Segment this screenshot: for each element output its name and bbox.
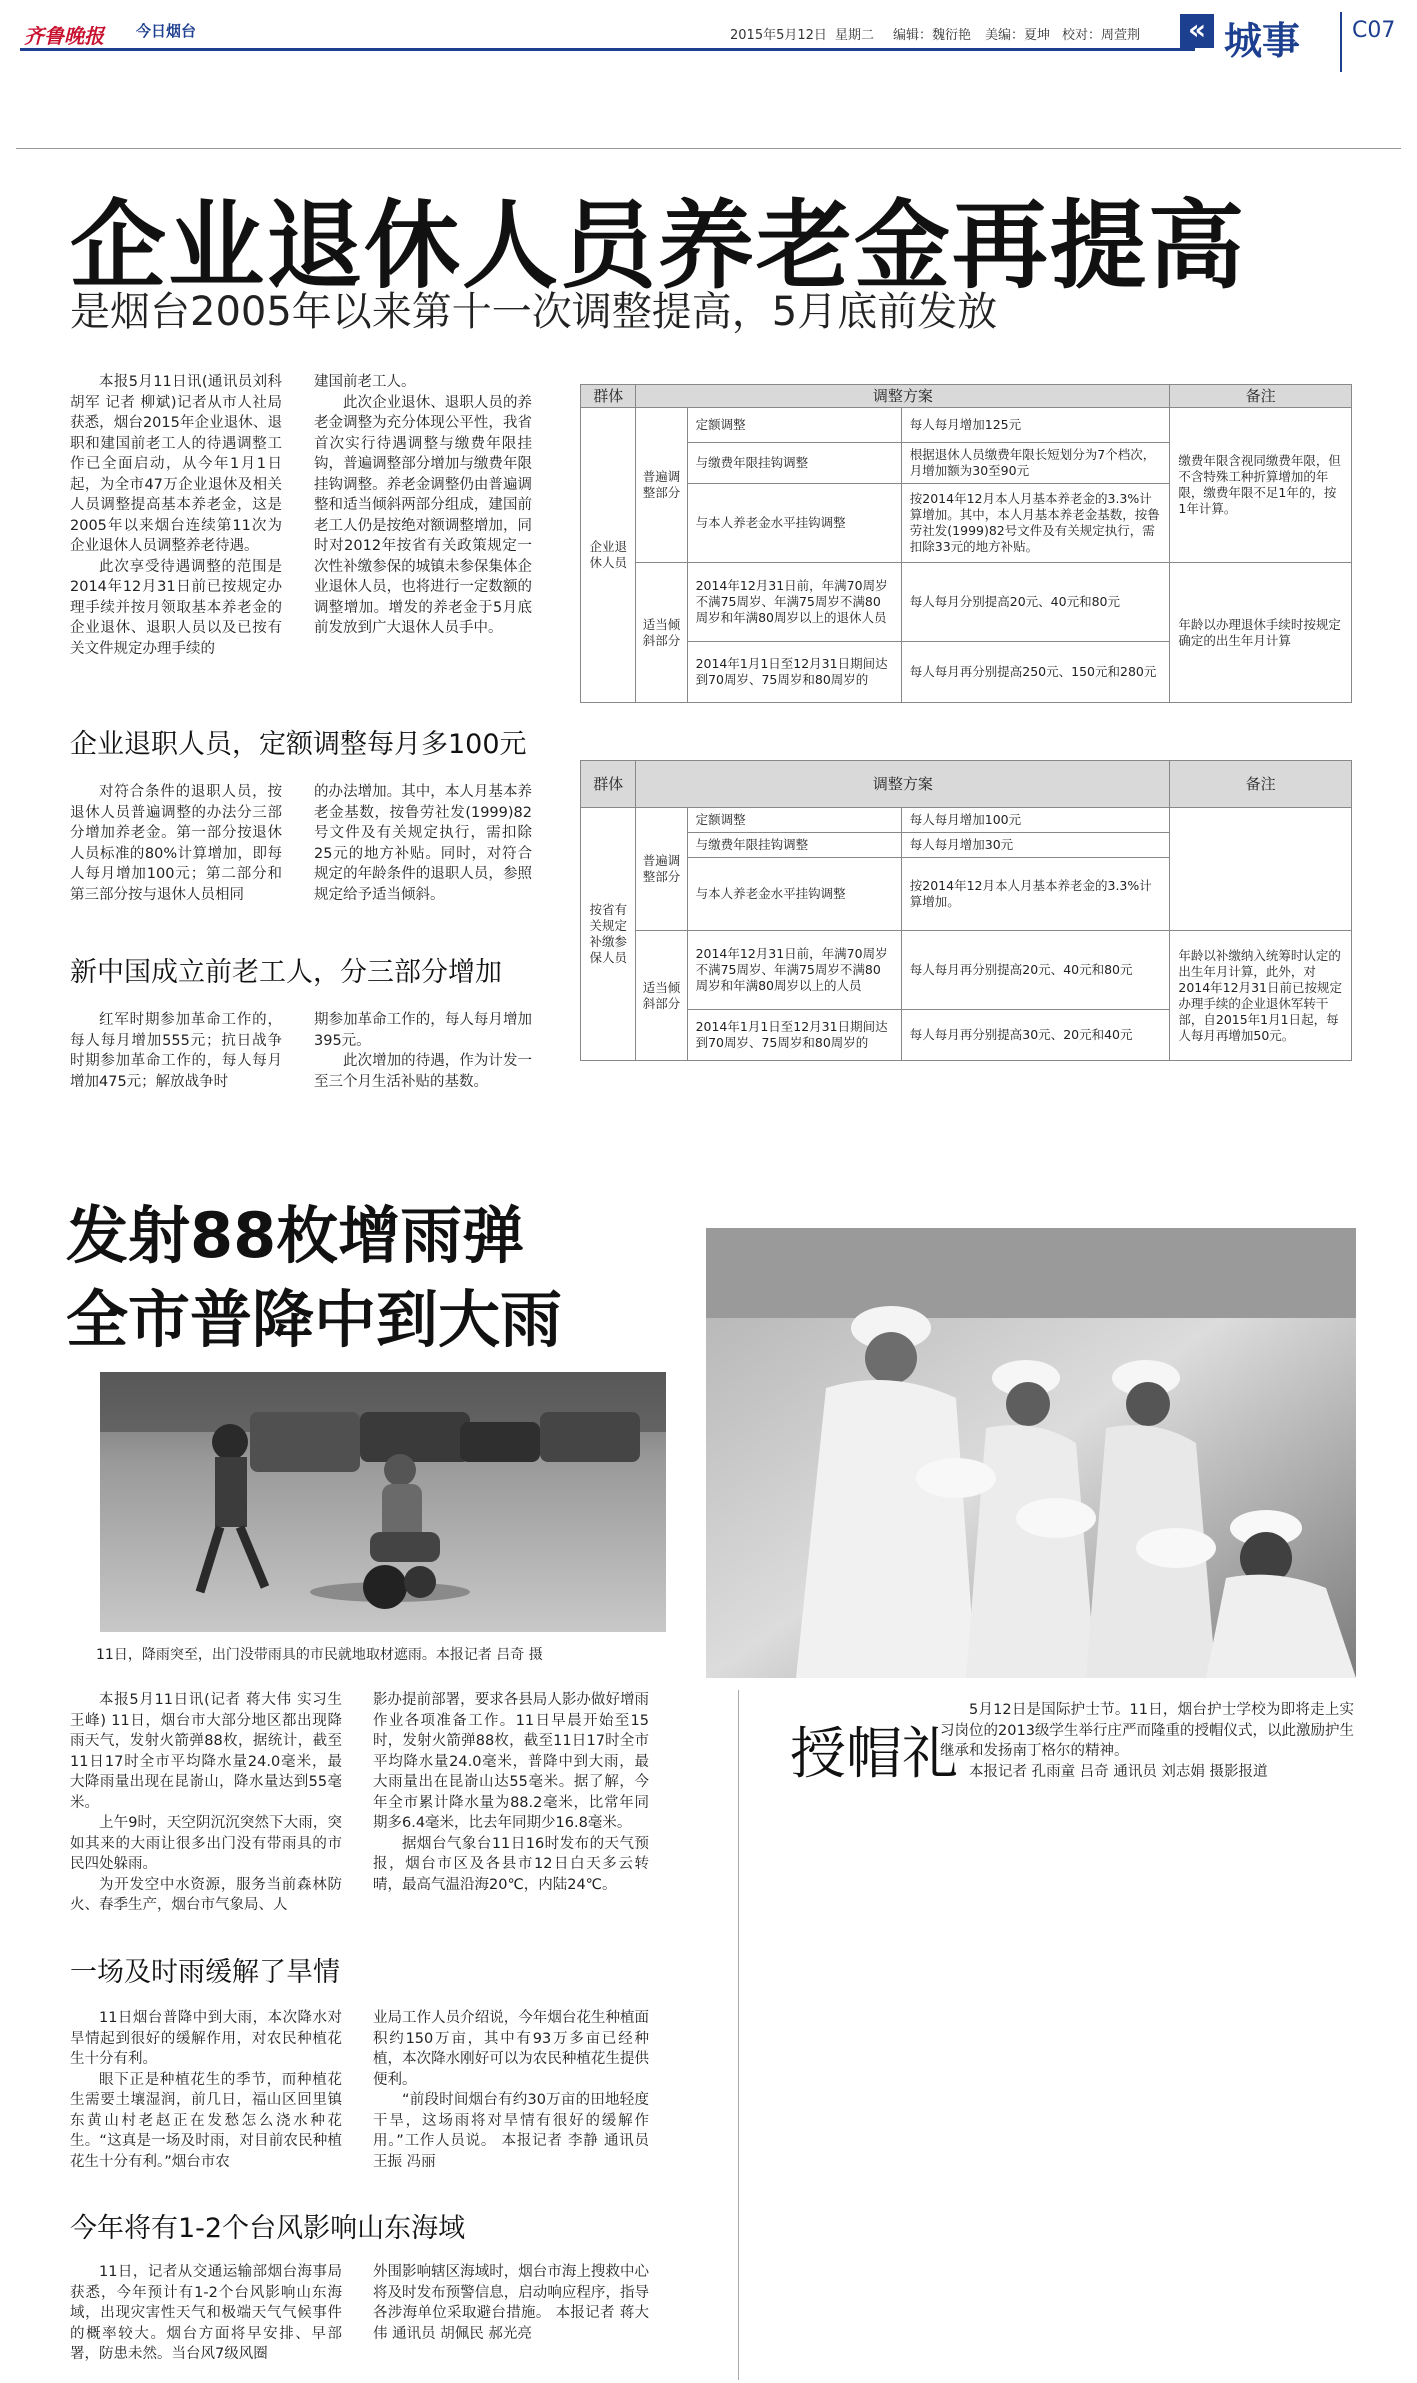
- table-row: [581, 808, 1352, 833]
- note-cell: 年龄以补缴纳入统筹时认定的出生年月计算，此外，对2014年12月31日前已按规定办理手续的企业退休军转干部，自2015年1月1日起，每人每月再增加50元。: [1170, 931, 1352, 1061]
- paragraph: 红军时期参加革命工作的，每人每月增加555元；抗日战争时期参加革命工作的，每人每月增加475元；解放战争时: [70, 1012, 282, 1090]
- story2-sub1-col2: [373, 2008, 649, 2172]
- pension-table-retirees: [580, 384, 1352, 703]
- paragraph: 此次增加的待遇，作为计发一至三个月生活补贴的基数。: [314, 1053, 532, 1090]
- table-cell: 每人每月再分别提高30元、20元和40元: [901, 1010, 1170, 1061]
- rain-photo-caption: 11日，降雨突至，出门没带雨具的市民就地取材遮雨。本报记者 吕奇 摄: [96, 1647, 543, 1663]
- paragraph: 据烟台气象台11日16时发布的天气预报，烟台市区及各县市12日白天多云转晴，最高气温沿海20℃，内陆24℃。: [373, 1835, 649, 1893]
- paragraph: 影办提前部署，要求各县局人影办做好增雨作业各项准备工作。11日早晨开始至15时，发射火箭弹88枚，截至11日17时全市平均降水量24.0毫米，普降中到大雨，最大雨量出在昆嵛山达55毫米。据了解，今年全市累计降水量为88.2毫米，比常年同期多6.4毫米，比去年同期少16.8毫米。: [373, 1692, 649, 1831]
- header-rule: [20, 48, 1195, 51]
- story2-sub2-col2: [373, 2262, 649, 2344]
- table-cell: 2014年1月1日至12月31日期间达到70周岁、75周岁和80周岁的: [687, 642, 901, 703]
- subgroup-cell: 普遍调整部分: [636, 808, 687, 931]
- paragraph: 的办法增加。其中，本人月基本养老金基数，按鲁劳社发(1999)82号文件及有关规定执行，需扣除25元的地方补贴。同时，对符合规定的年龄条件的退职人员，参照规定给予适当倾斜。: [314, 784, 532, 903]
- paragraph: 眼下正是种植花生的季节，而种植花生需要土壤湿润，前几日，福山区回里镇东黄山村老赵正在发愁怎么浇水种花生。“这真是一场及时雨，对目前农民种植花生十分有利。”烟台市农: [70, 2071, 342, 2170]
- table-cell: 每人每月再分别提高20元、40元和80元: [901, 931, 1170, 1010]
- story3-body: [940, 1700, 1354, 1782]
- paragraph: 11日，记者从交通运输部烟台海事局获悉，今年预计有1-2个台风影响山东海域，出现灾害性天气和极端天气气候事件的概率较大。烟台方面将早安排、早部署，防患未然。当台风7级风圈: [70, 2264, 342, 2362]
- note-cell: 年龄以办理退休手续时按规定确定的出生年月计算: [1170, 563, 1352, 703]
- story1-lead-col2: [314, 372, 532, 639]
- story2-subhead-1: 一场及时雨缓解了旱情: [70, 1957, 340, 1988]
- table-header-row: [581, 761, 1352, 808]
- group-cell: 企业退休人员: [581, 408, 636, 703]
- table-header: 备注: [1170, 385, 1352, 408]
- page-header: [0, 0, 1417, 80]
- table-cell: 按2014年12月本人月基本养老金的3.3%计算增加。其中，本人月基本养老金基数，按鲁劳社发(1999)82号文件及有关规定执行，需扣除33元的地方补贴。: [901, 484, 1170, 563]
- story2-headline-line1: 发射88枚增雨弹: [66, 1199, 525, 1272]
- table-cell: 根据退休人员缴费年限长短划分为7个档次，月增加额为30至90元: [901, 443, 1170, 484]
- designer-credit: 美编：夏坤: [985, 28, 1051, 43]
- story1-lead-col1: [70, 372, 282, 659]
- story2-subhead-2: 今年将有1-2个台风影响山东海域: [70, 2213, 466, 2244]
- story1-subheadline: 是烟台2005年以来第十一次调整提高，5月底前发放: [70, 289, 998, 335]
- table-header: 调整方案: [636, 761, 1170, 808]
- paragraph: 本报5月11日讯(记者 蒋大伟 实习生 王峰) 11日，烟台市大部分地区都出现降雨天气，发射火箭弹88枚，据统计，截至11日17时全市平均降水量24.0毫米，最大降雨量出现在昆嵛山，降水量达到55毫米。: [70, 1692, 342, 1811]
- note-cell: [1170, 808, 1352, 931]
- section-title: 城事: [1224, 19, 1301, 63]
- paragraph: 期参加革命工作的，每人每月增加395元。: [314, 1012, 532, 1049]
- table-cell: 与本人养老金水平挂钩调整: [687, 858, 901, 931]
- top-rule: [16, 148, 1401, 149]
- column-divider: [738, 1690, 739, 2380]
- story1-subhead-2: 新中国成立前老工人，分三部分增加: [70, 957, 502, 988]
- nurse-capping-photo: [706, 1228, 1356, 1678]
- section-chevron-icon: «: [1180, 14, 1214, 48]
- paragraph: 对符合条件的退职人员，按退休人员普遍调整的办法分三部分增加养老金。第一部分按退休人员标准的80%计算增加，即每人每月增加100元；第二部分和第三部分按与退休人员相同: [70, 784, 282, 903]
- table-header: 群体: [581, 761, 636, 808]
- page-number: C07: [1352, 18, 1396, 43]
- table-header: 群体: [581, 385, 636, 408]
- section-divider: [1340, 12, 1342, 72]
- group-cell: 按省有关规定补缴参保人员: [581, 808, 636, 1061]
- table-cell: 定额调整: [687, 808, 901, 833]
- newspaper-logo: 齐鲁晚报: [24, 24, 104, 48]
- edition-name: 今日烟台: [136, 22, 197, 40]
- table-header: 调整方案: [636, 385, 1170, 408]
- table-cell: 2014年12月31日前，年满70周岁不满75周岁、年满75周岁不满80周岁和年满80周岁以上的人员: [687, 931, 901, 1010]
- rain-street-photo: [100, 1372, 666, 1632]
- paragraph: 外围影响辖区海域时，烟台市海上搜救中心将及时发布预警信息，启动响应程序，指导各涉海单位采取避台措施。 本报记者 蒋大伟 通讯员 胡佩民 郝光亮: [373, 2264, 649, 2342]
- paragraph: 本报5月11日讯(通讯员刘科 胡军 记者 柳斌)记者从市人社局获悉，烟台2015年企业退休、退职和建国前老工人的待遇调整工作已全面启动，从今年1月1日起，为全市47万企业退休及相关人员调整提高基本养老金，这是2005年以来烟台连续第11次为企业退休人员调整养老待遇。: [70, 374, 282, 554]
- story3-headline: 授帽礼: [790, 1722, 958, 1787]
- paragraph: 为开发空中水资源，服务当前森林防火、春季生产，烟台市气象局、人: [70, 1876, 342, 1913]
- story2-sub1-col1: [70, 2008, 342, 2172]
- paragraph: 11日烟台普降中到大雨，本次降水对旱情起到很好的缓解作用，对农民种植花生十分有利。: [70, 2010, 342, 2067]
- table-cell: 与缴费年限挂钩调整: [687, 833, 901, 858]
- story1-headline: 企业退休人员养老金再提高: [70, 190, 1246, 302]
- paragraph: 此次企业退休、退职人员的养老金调整为充分体现公平性，我省首次实行待遇调整与缴费年限挂钩，普遍调整部分增加与缴费年限挂钩调整。养老金调整仍由普遍调整和适当倾斜两部分组成，建国前老工人仍是按绝对额调整增加，同时对2012年按省有关政策规定一次性补缴参保的城镇未参保集体企业退休人员，也将进行一定数额的调整增加。增发的养老金于5月底前发放到广大退休人员手中。: [314, 394, 532, 636]
- editor-credit: 编辑：魏衍艳: [893, 28, 972, 43]
- story2-headline-line2: 全市普降中到大雨: [66, 1283, 563, 1356]
- rain-photo-illustration: [100, 1372, 666, 1632]
- table-row: [581, 563, 1352, 642]
- subgroup-cell: 适当倾斜部分: [636, 563, 687, 703]
- capping-photo-illustration: [706, 1228, 1356, 1678]
- table-cell: 每人每月增加100元: [901, 808, 1170, 833]
- paragraph: 5月12日是国际护士节。11日，烟台护士学校为即将走上实习岗位的2013级学生举行庄严而隆重的授帽仪式，以此激励护生继承和发扬南丁格尔的精神。: [940, 1702, 1354, 1759]
- photo-byline: 本报记者 孔雨童 吕奇 通讯员 刘志娟 摄影报道: [969, 1763, 1268, 1780]
- subgroup-cell: 适当倾斜部分: [636, 931, 687, 1061]
- paragraph: 上午9时，天空阴沉沉突然下大雨，突如其来的大雨让很多出门没有带雨具的市民四处躲雨。: [70, 1815, 342, 1872]
- table-cell: 与本人养老金水平挂钩调整: [687, 484, 901, 563]
- story1-sub1-col1: [70, 782, 282, 905]
- table-cell: 2014年12月31日前，年满70周岁不满75周岁、年满75周岁不满80周岁和年满80周岁以上的退休人员: [687, 563, 901, 642]
- table-cell: 定额调整: [687, 408, 901, 443]
- table-cell: 每人每月再分别提高250元、150元和280元: [901, 642, 1170, 703]
- story2-col1: [70, 1690, 342, 1916]
- subgroup-cell: 普遍调整部分: [636, 408, 687, 563]
- table-header: 备注: [1170, 761, 1352, 808]
- table-header-row: [581, 385, 1352, 408]
- table-row: [581, 931, 1352, 1010]
- table-cell: 每人每月增加125元: [901, 408, 1170, 443]
- story1-subhead-1: 企业退职人员，定额调整每月多100元: [70, 729, 527, 760]
- story2-col2: [373, 1690, 649, 1895]
- table-cell: 每人每月增加30元: [901, 833, 1170, 858]
- story1-sub2-col1: [70, 1010, 282, 1092]
- table-cell: 与缴费年限挂钩调整: [687, 443, 901, 484]
- table-cell: 按2014年12月本人月基本养老金的3.3%计算增加。: [901, 858, 1170, 931]
- story2-sub2-col1: [70, 2262, 342, 2365]
- paragraph: 业局工作人员介绍说，今年烟台花生种植面积约150万亩，其中有93万多亩已经种植，本次降水刚好可以为农民种植花生提供便利。: [373, 2010, 649, 2088]
- table-cell: 2014年1月1日至12月31日期间达到70周岁、75周岁和80周岁的: [687, 1010, 901, 1061]
- table-cell: 每人每月分别提高20元、40元和80元: [901, 563, 1170, 642]
- issue-date: 2015年5月12日: [730, 28, 827, 43]
- proofreader-credit: 校对：周萱荆: [1062, 28, 1141, 43]
- paragraph: “前段时间烟台有约30万亩的田地轻度干旱，这场雨将对旱情有很好的缓解作用。”工作人员说。 本报记者 李静 通讯员 王振 冯丽: [373, 2092, 649, 2170]
- note-cell: 缴费年限含视同缴费年限，但不含特殊工种折算增加的年限，缴费年限不足1年的，按1年计算。: [1170, 408, 1352, 563]
- paragraph: 此次享受待遇调整的范围是2014年12月31日前已按规定办理手续并按月领取基本养老金的企业退休、退职人员以及已按有关文件规定办理手续的: [70, 558, 282, 657]
- pension-table-supplementary: [580, 760, 1352, 1061]
- story1-sub1-col2: [314, 782, 532, 905]
- issue-weekday: 星期二: [835, 28, 875, 43]
- story1-sub2-col2: [314, 1010, 532, 1092]
- paragraph: 建国前老工人。: [314, 374, 416, 390]
- table-row: [581, 408, 1352, 443]
